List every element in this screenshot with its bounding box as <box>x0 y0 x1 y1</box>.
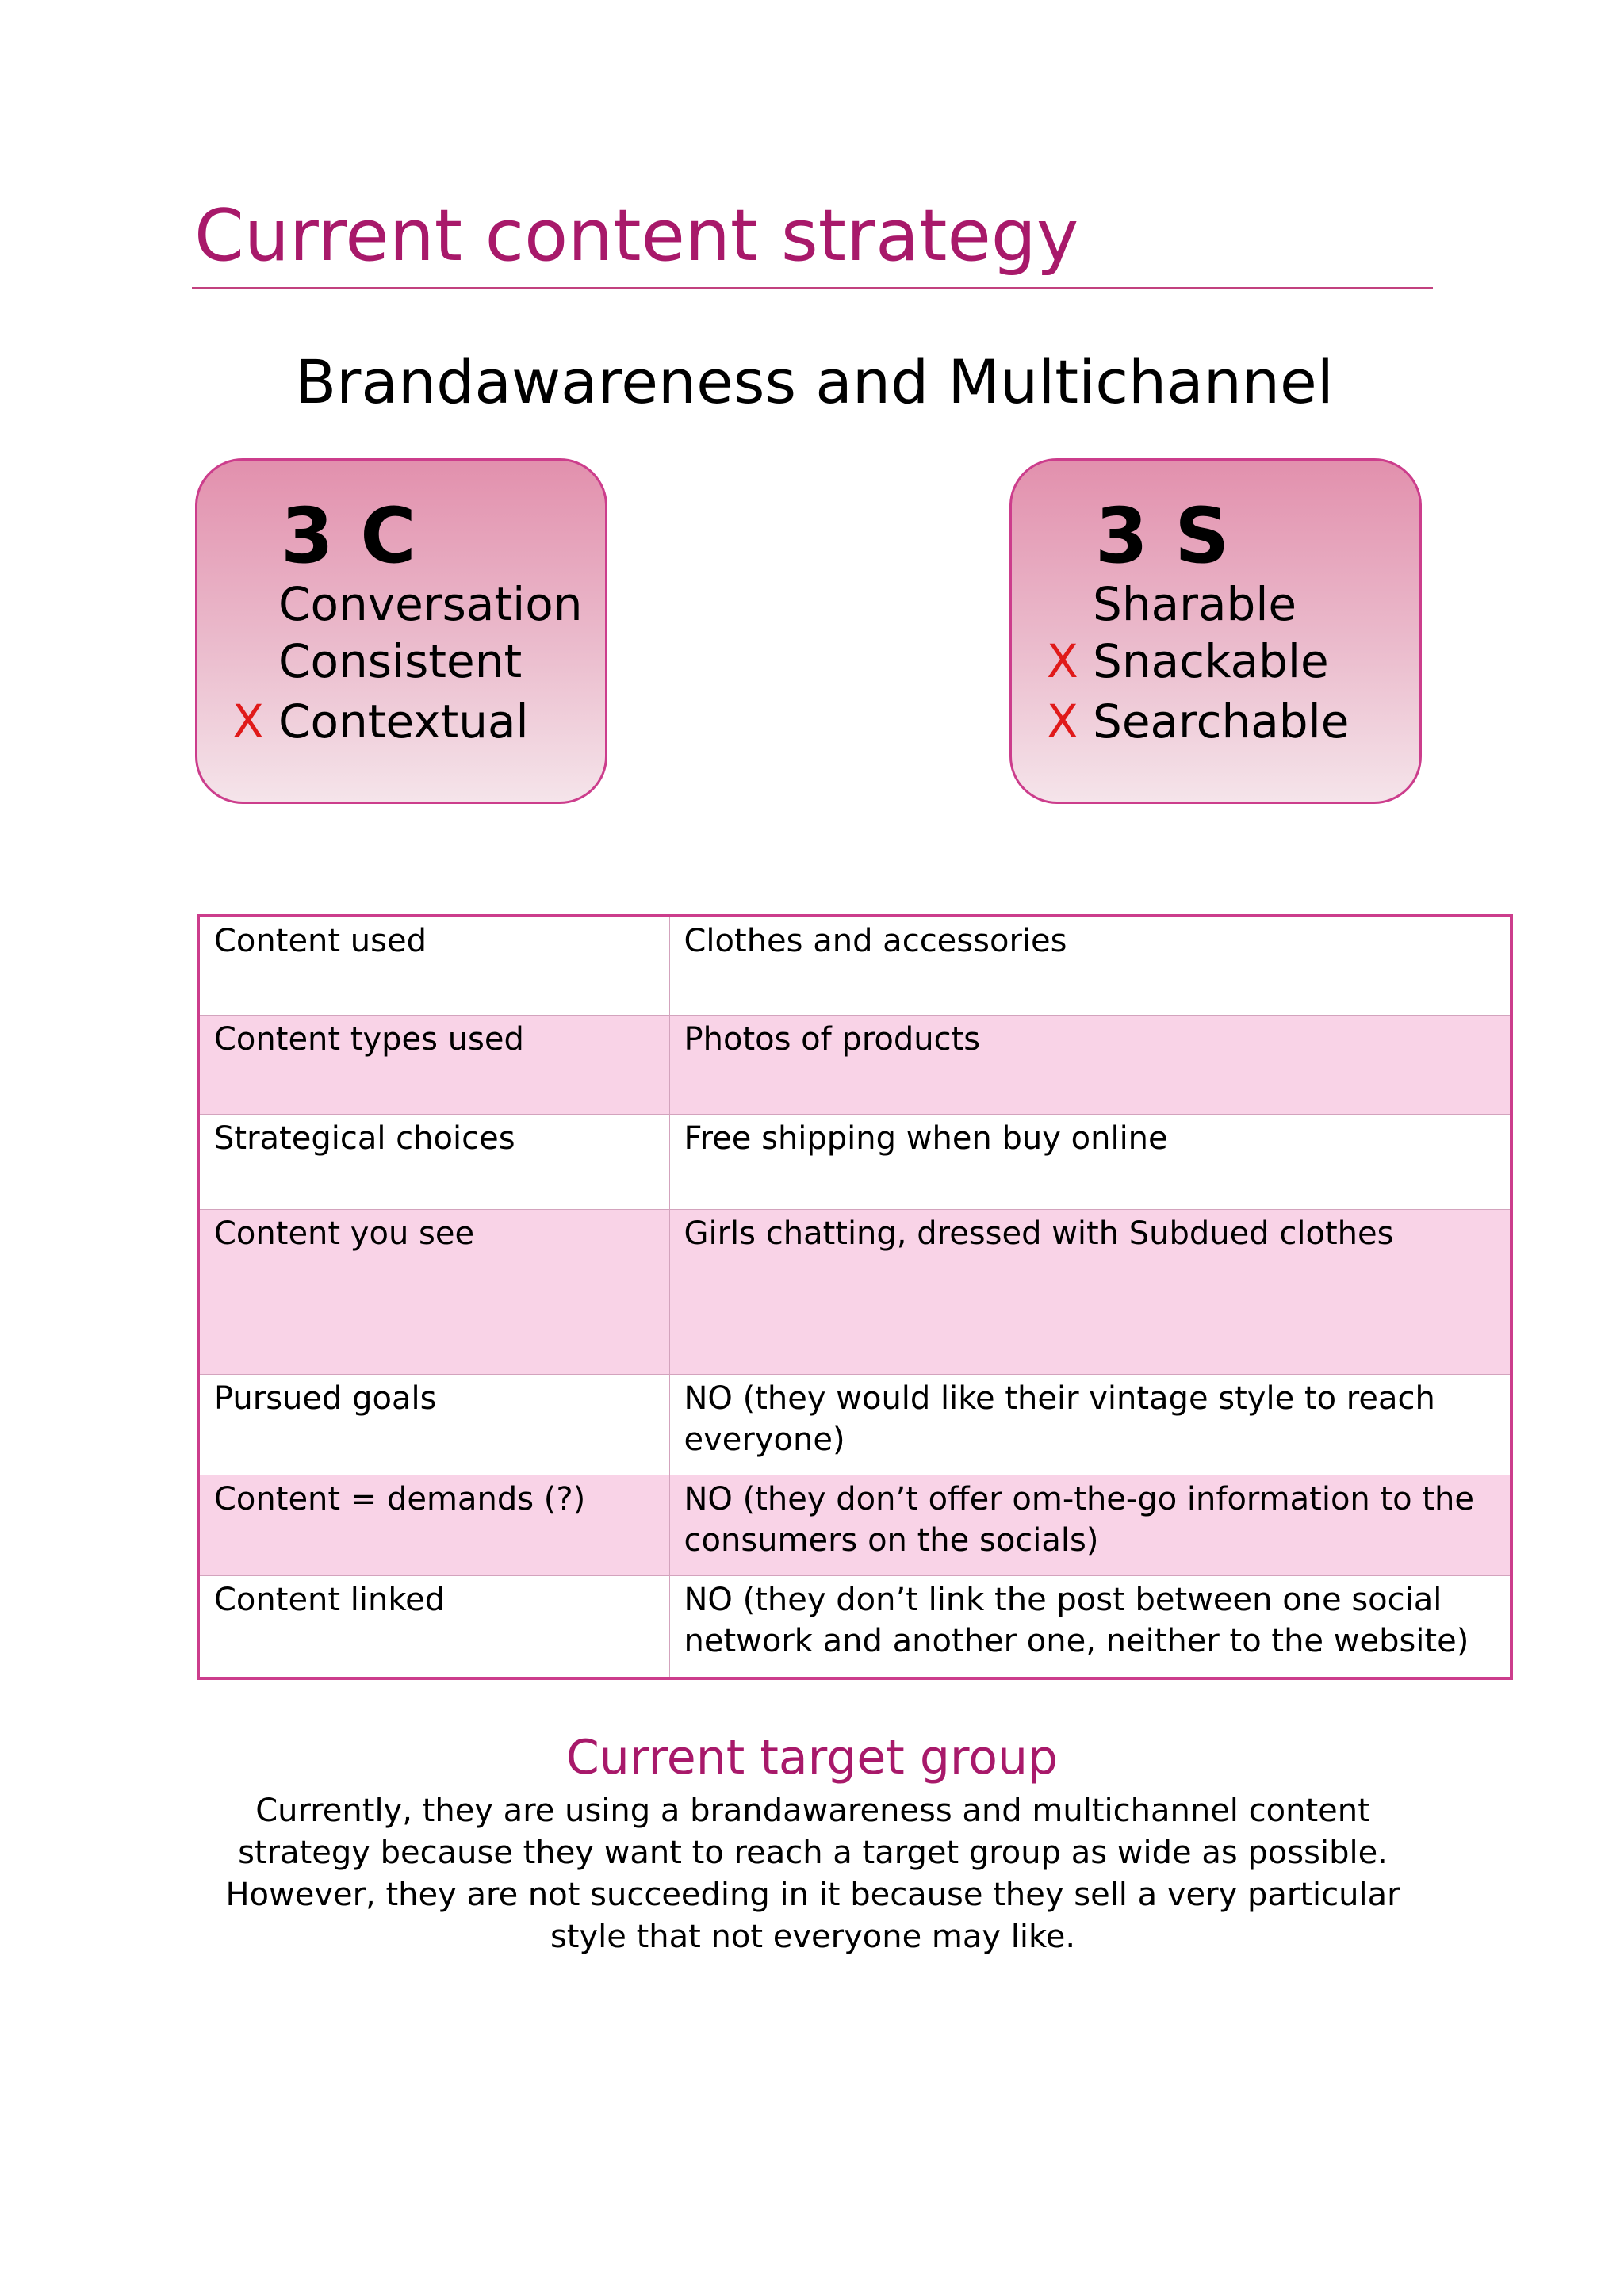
three-c-item-conversation: Conversation <box>278 577 583 631</box>
table-row <box>198 1209 1511 1374</box>
row-label: Content used <box>198 916 669 1015</box>
three-s-item-snackable: Snackable <box>1093 634 1329 688</box>
row-value: Photos of products <box>669 1015 1511 1114</box>
table-row <box>198 1475 1511 1575</box>
row-label: Content types used <box>198 1015 669 1114</box>
row-label: Pursued goals <box>198 1374 669 1475</box>
three-c-box <box>195 458 607 804</box>
three-c-item-contextual: Contextual <box>278 695 529 748</box>
table-row <box>198 1015 1511 1114</box>
three-c-item-consistent: Consistent <box>278 634 523 688</box>
target-group-title: Current target group <box>565 1730 1059 1785</box>
strategy-subtitle: Brandawareness and Multichannel <box>295 346 1334 417</box>
row-value: NO (they don’t offer om-the-go information to the consumers on the socials) <box>669 1475 1511 1575</box>
row-value: NO (they don’t link the post between one social network and another one, neither to the website) <box>669 1575 1511 1678</box>
row-label: Content you see <box>198 1209 669 1374</box>
row-value: Girls chatting, dressed with Subdued clothes <box>669 1209 1511 1374</box>
three-s-item-searchable: Searchable <box>1093 695 1350 748</box>
three-s-heading: 3 S <box>1095 492 1230 580</box>
target-group-paragraph: Currently, they are using a brandawareness and multichannel content strategy because they want to reach a target group as wide as possible. However, they are not succeeding in it because they sell a very particular style that not everyone may like. <box>225 1793 1400 1955</box>
row-label: Content linked <box>198 1575 669 1678</box>
content-strategy-table <box>197 914 1513 1680</box>
three-c-heading: 3 C <box>281 492 416 580</box>
table-row <box>198 916 1511 1015</box>
x-mark: X <box>1047 634 1078 688</box>
table-row <box>198 1374 1511 1475</box>
row-value: Clothes and accessories <box>669 916 1511 1015</box>
page-title: Current content strategy <box>194 194 1079 277</box>
row-label: Content = demands (?) <box>198 1475 669 1575</box>
row-label: Strategical choices <box>198 1114 669 1209</box>
x-mark: X <box>1047 695 1078 748</box>
title-divider <box>192 287 1433 289</box>
x-mark: X <box>232 695 264 748</box>
table-row <box>198 1575 1511 1678</box>
table-row <box>198 1114 1511 1209</box>
row-value: NO (they would like their vintage style to reach everyone) <box>669 1374 1511 1475</box>
three-s-item-sharable: Sharable <box>1093 577 1297 631</box>
row-value: Free shipping when buy online <box>669 1114 1511 1209</box>
three-s-box <box>1009 458 1422 804</box>
